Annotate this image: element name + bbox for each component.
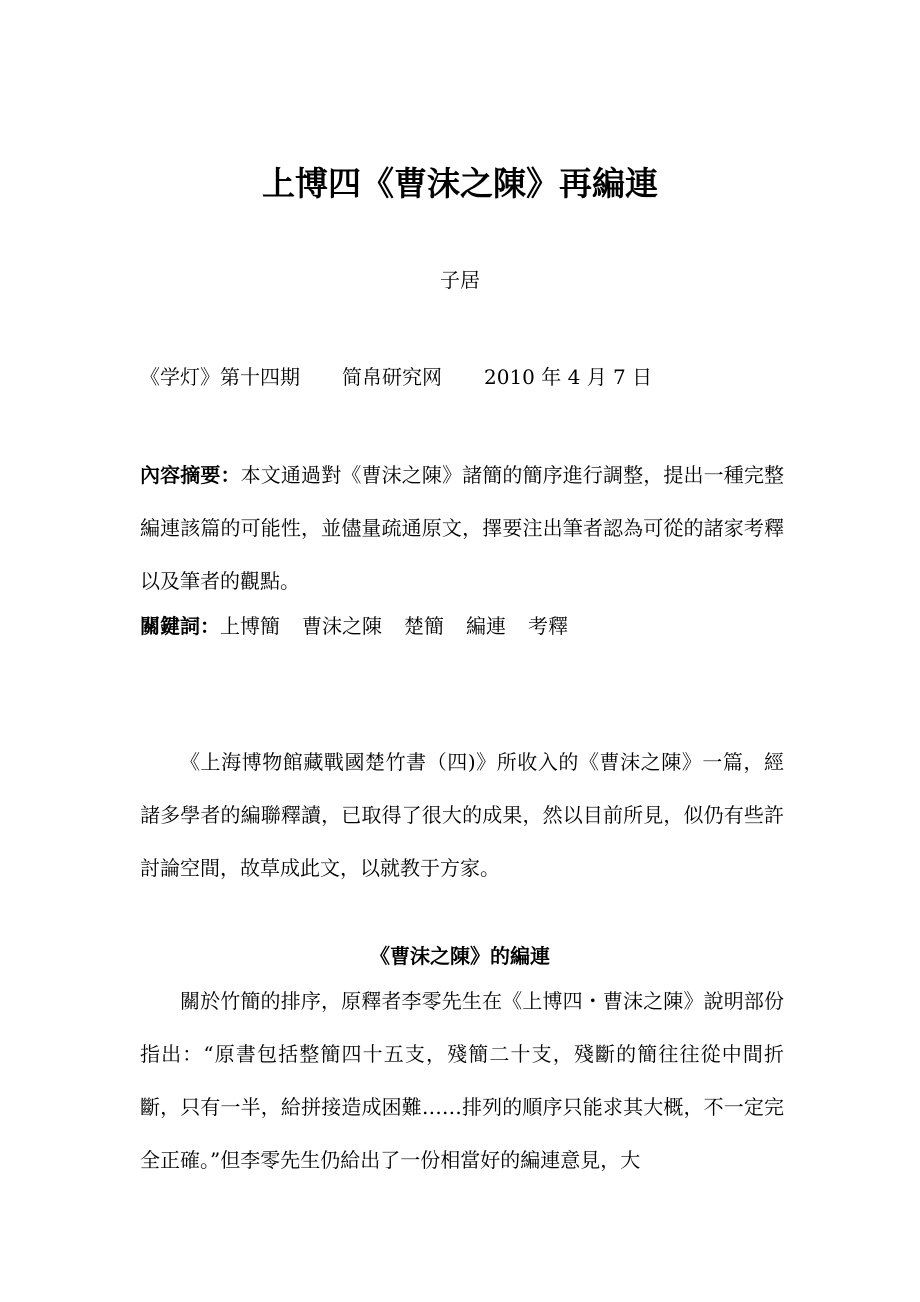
paper-title: 上博四《曹沫之陳》再編連 [262, 164, 658, 203]
publication-date: 2010 年 4 月 7 日 [484, 365, 653, 389]
abstract-section [140, 449, 784, 608]
website-name: 简帛研究网 [342, 365, 442, 389]
keywords-label: 關鍵詞 [140, 614, 200, 638]
keywords-colon: ： [200, 614, 220, 638]
journal-issue: 《学灯》第十四期 [140, 365, 300, 389]
keyword-item: 楚簡 [404, 614, 444, 638]
keyword-item: 曹沫之陳 [302, 614, 382, 638]
body-paragraph: 關於竹簡的排序，原釋者李零先生在《上博四・曹沫之陳》說明部份指出：“原書包括整簡四十五支，殘簡二十支，殘斷的簡往往從中間折斷，只有一半，給拼接造成困難……排列的順序只能求其大概，不一定完全正確。”但李零先生仍給出了一份相當好的編連意見，大 [140, 989, 784, 1172]
publication-info [140, 361, 652, 393]
abstract-text: 本文通過對《曹沫之陳》諸簡的簡序進行調整，提出一種完整編連該篇的可能性，並儘量疏通原文，擇要注出筆者認為可從的諸家考釋以及筆者的觀點。 [140, 463, 785, 593]
abstract-label: 內容摘要 [140, 463, 221, 487]
intro-paragraph: 《上海博物館藏戰國楚竹書（四)》所收入的《曹沫之陳》一篇，經諸多學者的編聯釋讀，已取得了很大的成果，然以目前所見，似仍有些許討論空間，故草成此文，以就教于方家。 [140, 750, 784, 880]
keywords-section [140, 600, 784, 653]
keyword-item: 考釋 [528, 614, 568, 638]
section-heading: 《曹沫之陳》的編連 [370, 944, 550, 968]
keyword-item: 上博簡 [220, 614, 280, 638]
keyword-item: 編連 [466, 614, 506, 638]
author-name: 子居 [440, 268, 480, 292]
abstract-colon: ： [220, 463, 241, 487]
